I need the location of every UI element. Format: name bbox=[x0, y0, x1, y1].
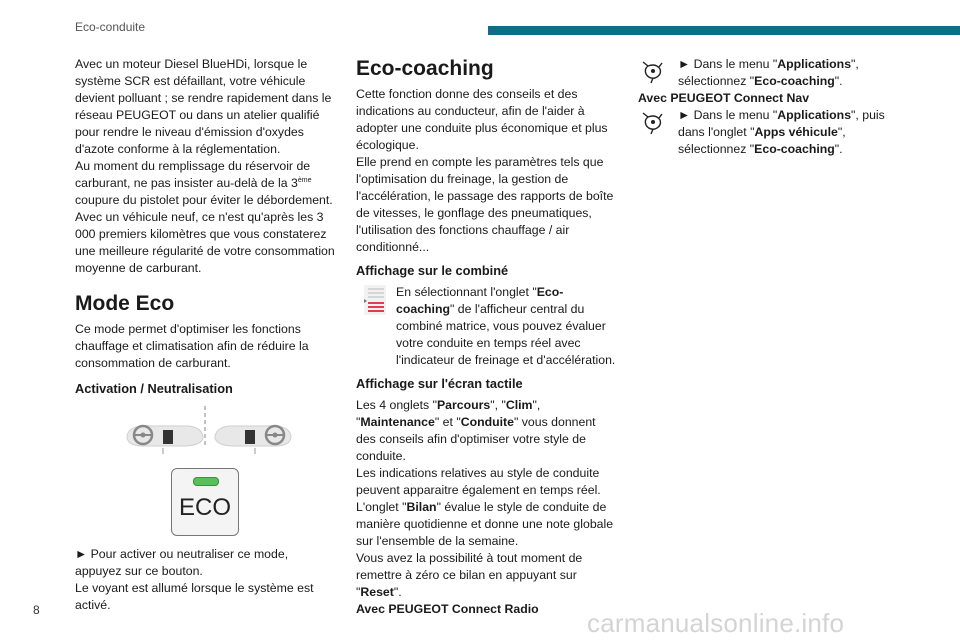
touch-app-icon bbox=[640, 111, 666, 135]
intro-paragraph-1: Avec un moteur Diesel BlueHDi, lorsque le système SCR est défaillant, votre véhicule devient polluant ; se rendre rapidement dans le réseau PEUGEOT ou dans un atelier qualifié pour rendre le niveau d'émission d'oxydes d'azote conforme à la réglementation. bbox=[75, 57, 332, 156]
nav-step bbox=[638, 107, 900, 158]
touchscreen-tabs-text: Les 4 onglets "Parcours", "Clim", "Maintenance" et "Conduite" vous donnent des conseils afin d'optimiser votre style de conduite. bbox=[356, 398, 596, 463]
cluster-paragraph bbox=[356, 284, 618, 369]
cluster-display-icon bbox=[364, 285, 386, 315]
intro-paragraph-2: Au moment du remplissage du réservoir de carburant, ne pas insister au-delà de la 3ème coupure du pistolet pour éviter le débordement. bbox=[75, 159, 333, 207]
steering-wheel-icon bbox=[123, 414, 207, 454]
column-2 bbox=[356, 56, 618, 618]
radio-step-text: ► Dans le menu "Applications", sélectionnez "Eco-coaching". bbox=[678, 57, 859, 88]
reset-text: Vous avez la possibilité à tout moment de remettre à zéro ce bilan en appuyant sur "Reset". bbox=[356, 551, 583, 599]
touchscreen-title: Affichage sur l'écran tactile bbox=[356, 376, 523, 391]
mode-eco-text: Ce mode permet d'optimiser les fonctions chauffage et climatisation afin de réduire la consommation de carburant. bbox=[75, 322, 309, 370]
header-bar bbox=[488, 26, 960, 35]
cluster-title: Affichage sur le combiné bbox=[356, 263, 509, 278]
page-number: 8 bbox=[33, 603, 40, 617]
header-title: Eco-conduite bbox=[75, 20, 146, 34]
column-3 bbox=[638, 56, 900, 158]
eco-led-indicator bbox=[193, 477, 219, 486]
touch-app-icon bbox=[640, 60, 666, 84]
activate-instruction: ► Pour activer ou neutraliser ce mode, appuyez sur ce bouton. bbox=[75, 547, 289, 578]
radio-step bbox=[638, 56, 900, 90]
eco-coaching-intro-2: Elle prend en compte les paramètres tels que l'optimisation du freinage, la gestion de l'accélération, le passage des rapports de boîte de vitesses, le gonflage des pneumatiques, l'utilisation des fonctions chauffage / air conditionné... bbox=[356, 155, 614, 254]
led-description: Le voyant est allumé lorsque le système est activé. bbox=[75, 581, 314, 612]
mode-eco-title: Mode Eco bbox=[75, 292, 175, 315]
cluster-text: En sélectionnant l'onglet "Eco-coaching" de l'afficheur central du combiné matrice, vous pouvez évaluer votre conduite en temps réel avec l'indicateur de freinage et d'accélération. bbox=[396, 285, 616, 367]
eco-coaching-title: Eco-coaching bbox=[356, 57, 494, 80]
eco-button-label: ECO bbox=[178, 494, 231, 521]
eco-coaching-intro-1: Cette fonction donne des conseils et des indications au conducteur, afin de l'aider à adopter une conduite plus économique et plus écologique. bbox=[356, 87, 608, 152]
nav-step-text: ► Dans le menu "Applications", puis dans l'onglet "Apps véhicule", sélectionnez "Eco-coaching". bbox=[678, 108, 885, 156]
eco-figure bbox=[75, 406, 337, 536]
eco-button-icon bbox=[171, 468, 239, 536]
intro-paragraph-3: Avec un véhicule neuf, ce n'est qu'après les 3 000 premiers kilomètres que vous constaterez une meilleure régularité de votre consommation moyenne de carburant. bbox=[75, 210, 335, 275]
bilan-text: L'onglet "Bilan" évalue le style de conduite de manière quotidienne et donne une note globale sur l'ensemble de la semaine. bbox=[356, 500, 614, 548]
activation-title: Activation / Neutralisation bbox=[75, 381, 233, 396]
radio-title: Avec PEUGEOT Connect Radio bbox=[356, 602, 539, 616]
nav-title: Avec PEUGEOT Connect Nav bbox=[638, 91, 810, 105]
column-1 bbox=[75, 56, 337, 614]
steering-wheel-icon bbox=[211, 414, 295, 454]
watermark: carmanualsonline.info bbox=[587, 608, 845, 638]
divider-dashed bbox=[203, 406, 207, 446]
touchscreen-realtime-text: Les indications relatives au style de conduite peuvent apparaitre également en temps réel. bbox=[356, 466, 601, 497]
